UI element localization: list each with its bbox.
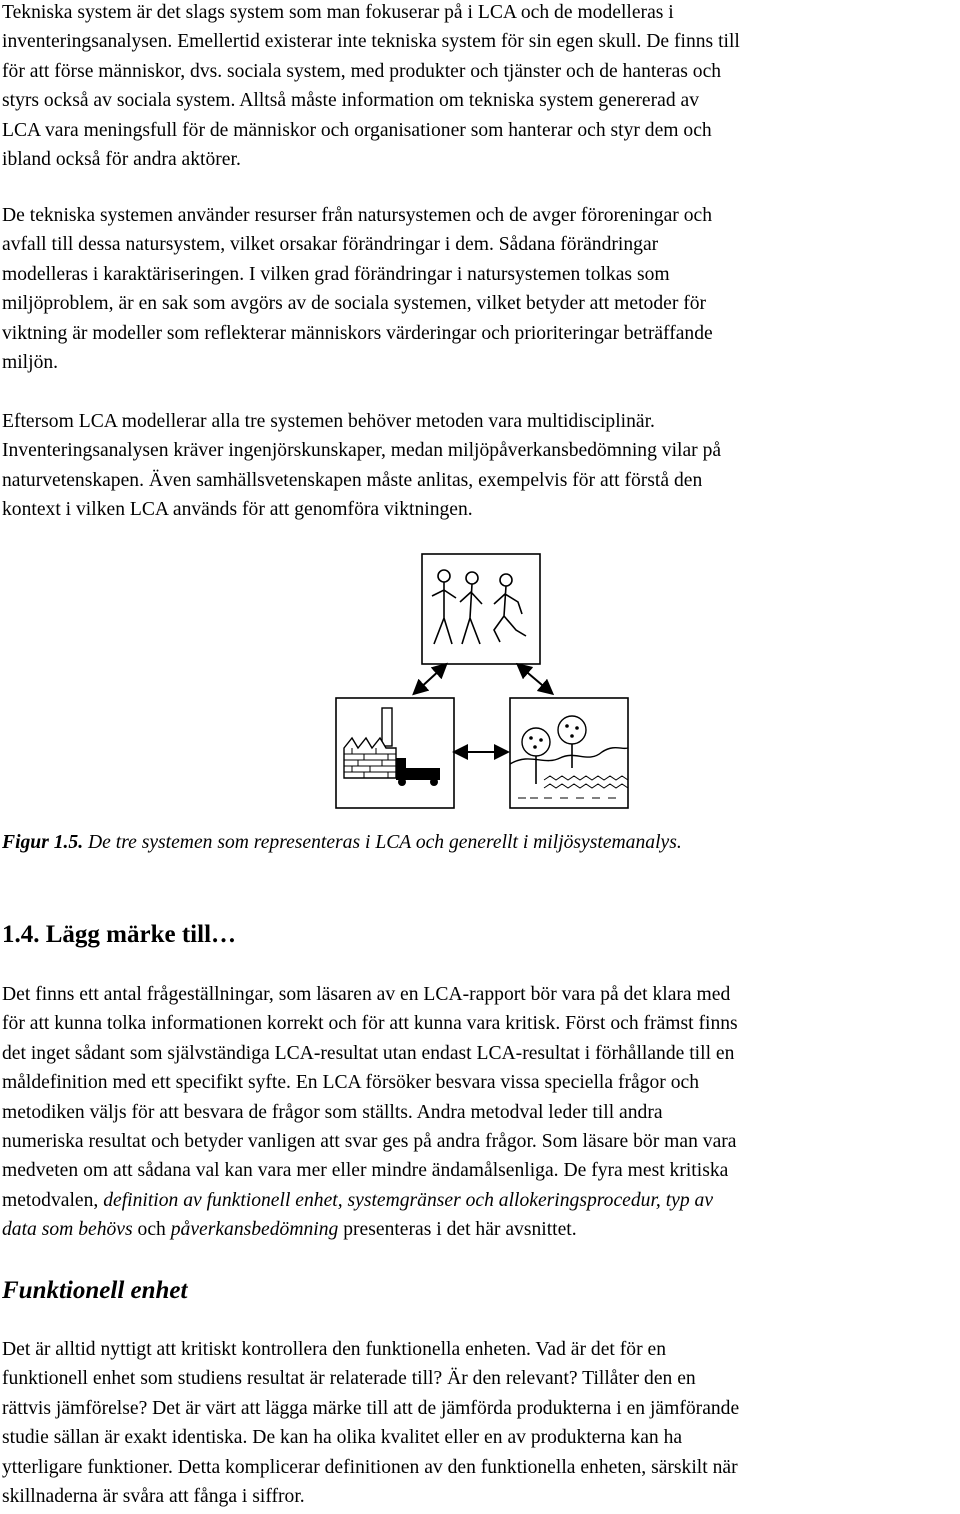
- paragraph-multidisciplinary: [2, 407, 952, 525]
- emphasis-text: data som behövs: [2, 1219, 133, 1241]
- text-line: [2, 1215, 952, 1244]
- figure-caption-text: De tre systemen som representeras i LCA och generellt i miljösystemanalys.: [83, 832, 682, 853]
- text-line: Eftersom LCA modellerar alla tre systemen behöver metoden vara multidisciplinär.: [2, 411, 655, 432]
- text-line: medveten om att sådana val kan vara mer eller mindre ändamålsenliga. De fyra mest kritiska: [2, 1160, 729, 1182]
- text-line: Inventeringsanalysen kräver ingenjörskunskaper, medan miljöpåverkansbedömning vilar på: [2, 440, 722, 462]
- text-segment: och: [132, 1219, 171, 1241]
- paragraph-reader-questions: [2, 980, 952, 1245]
- text-line: [2, 1186, 952, 1215]
- social-system-people-icon: [422, 554, 540, 664]
- emphasis-text: påverkansbedömning: [170, 1219, 339, 1241]
- text-line: skillnaderna är svåra att fånga i siffror.: [2, 1486, 305, 1508]
- text-segment: presenteras i det här avsnittet.: [338, 1219, 577, 1241]
- text-line: Tekniska system är det slags system som man fokuserar på i LCA och de modelleras i: [2, 2, 674, 23]
- text-line: viktning är modeller som reflekterar människors värderingar och prioriteringar beträffande: [2, 322, 713, 344]
- text-line: numeriska resultat och betyder vanligen att svar ges på andra frågor. Som läsare bör man vara: [2, 1131, 737, 1153]
- text-line: det inget sådant som självständiga LCA-resultat utan endast LCA-resultat i förhållande till en: [2, 1042, 735, 1064]
- emphasis-text: definition av funktionell enhet, systemgränser och allokeringsprocedur, typ av: [103, 1189, 714, 1211]
- text-line: styrs också av sociala system. Alltså måste information om tekniska system genererad av: [2, 90, 700, 112]
- text-line: studie sällan är exakt identiska. De kan ha olika kvalitet eller en av produkterna kan ha: [2, 1427, 683, 1449]
- arrow-social-nature: [522, 668, 548, 690]
- text-line: funktionell enhet som studiens resultat är relaterade till? Är den relevant? Tillåter den en: [2, 1368, 696, 1390]
- text-line: för att kunna tolka informationen korrekt och för att kunna vara kritisk. Först och främst finns: [2, 1013, 738, 1035]
- text-line: ytterligare funktioner. Detta komplicerar definitionen av den funktionella enheten, särskilt när: [2, 1456, 738, 1478]
- text-line: miljöproblem, är en sak som avgörs av de sociala systemen, vilket betyder att metoder för: [2, 293, 707, 315]
- figure-caption: [2, 828, 682, 858]
- text-line: Det finns ett antal frågeställningar, som läsaren av en LCA-rapport bör vara på det klara med: [2, 984, 731, 1005]
- text-line: miljön.: [2, 352, 59, 374]
- text-line: De tekniska systemen använder resurser från natursystemen och de avger föroreningar och: [2, 205, 712, 226]
- figure-label: Figur 1.5.: [2, 832, 84, 853]
- text-line: LCA vara meningsfull för de människor och organisationer som hanterar och styr dem och: [2, 119, 712, 141]
- section-heading: 1.4. Lägg märke till…: [2, 921, 237, 948]
- text-line: metodiken väljs för att besvara de frågor som ställts. Andra metodval leder till andra: [2, 1101, 663, 1123]
- subheading-functional-unit: Funktionell enhet: [2, 1277, 188, 1304]
- text-line: naturvetenskapen. Även samhällsvetenskapen måste anlitas, exempelvis för att förstå den: [2, 469, 703, 491]
- text-line: för att förse människor, dvs. sociala system, med produkter och tjänster och de hanteras och: [2, 60, 722, 82]
- text-line: måldefinition med ett specifikt syfte. En LCA försöker besvara vissa speciella frågor och: [2, 1072, 699, 1094]
- text-line: ibland också för andra aktörer.: [2, 149, 241, 171]
- text-line: Det är alltid nyttigt att kritiskt kontrollera den funktionella enheten. Vad är det för en: [2, 1339, 666, 1360]
- nature-system-trees-icon: [510, 698, 628, 808]
- text-segment: metodvalen,: [2, 1189, 104, 1211]
- paragraph-functional-unit: [2, 1335, 952, 1511]
- three-systems-figure: [330, 552, 630, 812]
- paragraph-natural-systems: [2, 201, 952, 377]
- text-line: rättvis jämförelse? Det är värt att lägga märke till att de jämförda produkterna i en jämförande: [2, 1397, 740, 1419]
- technical-system-factory-icon: [336, 698, 454, 808]
- text-line: inventeringsanalysen. Emellertid existerar inte tekniska system för sin egen skull. De finns till: [2, 31, 740, 53]
- arrow-social-technical: [418, 668, 442, 690]
- three-systems-diagram: [330, 552, 630, 812]
- paragraph-technical-systems: [2, 0, 952, 174]
- text-line: kontext i vilken LCA används för att genomföra viktningen.: [2, 499, 473, 521]
- text-line: modelleras i karaktäriseringen. I vilken grad förändringar i natursystemen tolkas som: [2, 263, 670, 285]
- text-line: avfall till dessa natursystem, vilket orsakar förändringar i dem. Sådana förändringar: [2, 234, 659, 256]
